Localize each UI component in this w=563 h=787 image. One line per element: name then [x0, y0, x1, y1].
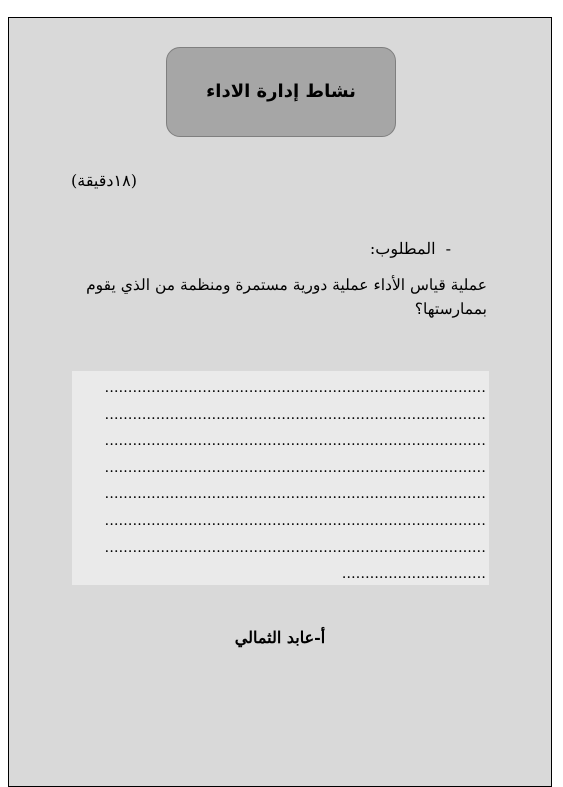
- answer-line[interactable]: ..................................................................................: [104, 380, 486, 396]
- answer-line[interactable]: ..................................................................................: [104, 433, 486, 450]
- question-text: عملية قياس الأداء عملية دورية مستمرة ومنظمة من الذي يقوم بممارستها؟: [86, 276, 487, 318]
- duration-label: (١٨دقيقة): [71, 171, 137, 190]
- answer-line[interactable]: ..................................................................................: [104, 406, 486, 423]
- answer-line[interactable]: ..................................................................................: [104, 486, 486, 503]
- worksheet-page: [8, 17, 552, 787]
- answer-line[interactable]: ..................................................................................: [104, 539, 486, 556]
- answer-area[interactable]: [72, 371, 489, 585]
- required-heading: [370, 239, 451, 258]
- author-name: أ-عابد الثمالي: [234, 628, 326, 647]
- page-title: نشاط إدارة الاداء: [206, 81, 356, 102]
- answer-line[interactable]: ..................................................................................: [104, 512, 486, 529]
- title-box: [166, 47, 396, 137]
- answer-line[interactable]: ..................................................................................: [104, 459, 486, 476]
- answer-line[interactable]: ...............................: [341, 566, 486, 583]
- required-label: المطلوب:: [369, 239, 436, 258]
- required-dash: -: [445, 239, 451, 258]
